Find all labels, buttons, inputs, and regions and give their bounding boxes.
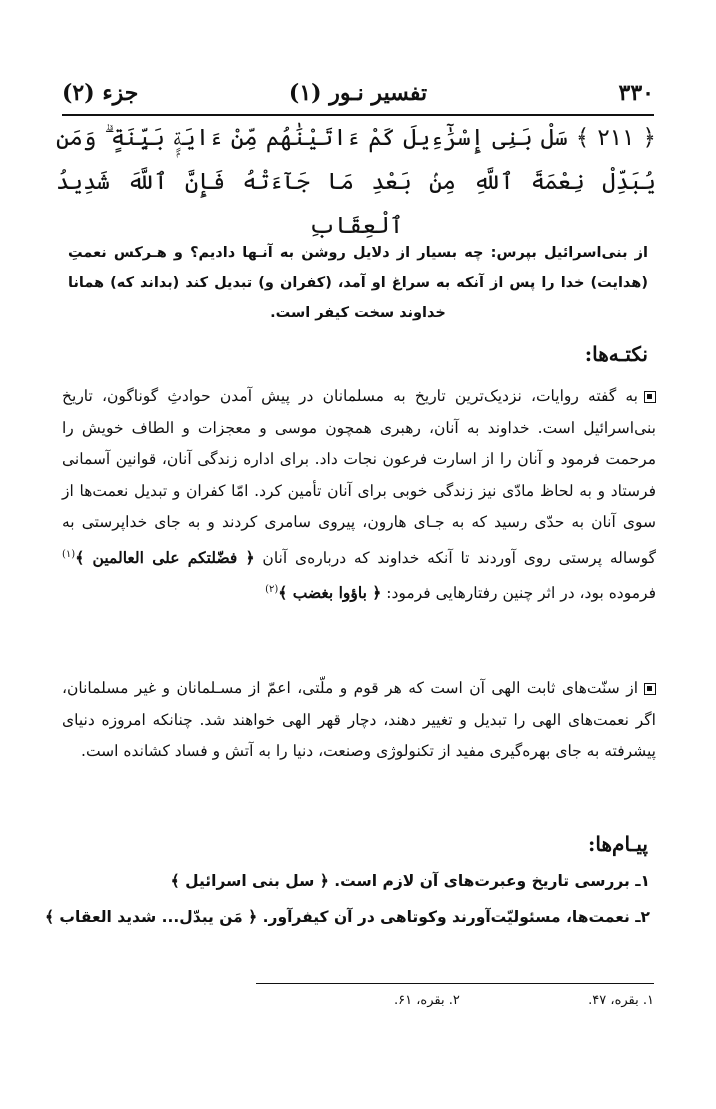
message-text: ۲ـ نعمت‌ها، مسئولیّت‌آورند وکوتاهی در آن کیفرآور. (257, 908, 650, 926)
juz-label: جزء (۲) (62, 80, 139, 106)
note-text: از سنّت‌های ثابت الهی آن است که هر قوم و ملّتی، اعمّ از مسـلمانان و غیر مسلمانان، اگر نعمت‌های الهی را تبدیل و تغییر دهند، دچار قهر الهی خواهند شد. چنانکه امروزه دنیای پیشرفته به جای بهره‌گیری مفید از تکنولوژی وصنعت، دنیا را به آتش و فساد کشانده است. (62, 679, 656, 760)
footnote: ۲. بقره، ۶۱. (393, 993, 460, 1008)
message-quote: ﴿ مَن یبدّل... شدید العقاب ﴾ (44, 908, 258, 926)
footnote-ref: (۲) (265, 584, 279, 596)
message-text: ۱ـ بررسی تاریخ وعبرت‌های آن لازم است. (328, 872, 650, 890)
note-item (62, 381, 656, 610)
footnote-divider (256, 983, 654, 984)
footnote: ۱. بقره، ۴۷. (588, 993, 654, 1008)
quran-verse: ﴿ ۲۱۱ ﴾ سَلْ بَنِى إِسْرَٰٓءِيلَ كَمْ ءَاتَيْنَٰهُم مِّنْ ءَايَةٍۭ بَيِّنَةٍ ۗ وَمَن يُبَدِّلْ نِعْمَةَ ٱللَّهِ مِنۢ بَعْدِ مَا جَآءَتْهُ فَإِنَّ ٱللَّهَ شَدِيدُ ٱلْعِقَابِ (56, 125, 657, 239)
note-quote: ﴿ باؤوا بغضب ﴾ (278, 583, 382, 603)
square-bullet-icon (644, 391, 656, 403)
note-text: به گفته روایات، نزدیک‌ترین تاریخ به مسلمانان در پیش آمدن حوادثِ گوناگون، تاریخ بنی‌اسرائیل است. خداوند به آنان، رهبری همچون موسی و معجزات و الطاف خویش را مرحمت فرمود و آنان را از اسارت فرعون نجات داد. برای اداره زندگی آنان، قوانین آسمانی فرستاد و به لحاظ مادّی نیز زندگی خوبی برای آنان تأمین کرد. امّا کفران و تبدیل نعمت‌ها از سوی آنان به حدّی رسید که به جـای هارون، پیروی سامری کردند و به جای خداپرستی به گوساله پرستی روی آوردند تا آنکه خداوند که درباره‌ی آنان (62, 387, 656, 567)
page-number: ۳۳۰ (618, 80, 654, 106)
messages-heading: پیـام‌ها: (588, 832, 648, 856)
footnotes (254, 993, 654, 1008)
square-bullet-icon (644, 683, 656, 695)
book-title: تفسیر نـور (۱) (288, 80, 428, 106)
note-text: فرموده بود، در اثر چنین رفتارهایی فرمود: (381, 584, 656, 603)
note-item (62, 673, 656, 768)
message-quote: ﴿ سل بنی اسرائیل ﴾ (170, 872, 329, 890)
page-header (62, 78, 654, 116)
note-quote: ﴿ فضّلتکم علی العالمین ﴾ (75, 547, 255, 567)
message-item (44, 908, 650, 926)
footnote-ref: (۱) (62, 548, 76, 560)
verse-translation: از بنی‌اسرائیل بپرس: چه بسیار از دلایل روشن به آنـها دادیم؟ و هـرکس نعمتِ (هدایت) خدا را پس از آنکه به سراغ او آمد، (کفران و) تبدیل کند (بداند که) همانا خداوند سخت کیفر است. (68, 245, 648, 321)
notes-heading: نکتـه‌ها: (584, 342, 648, 366)
message-item (60, 872, 650, 890)
